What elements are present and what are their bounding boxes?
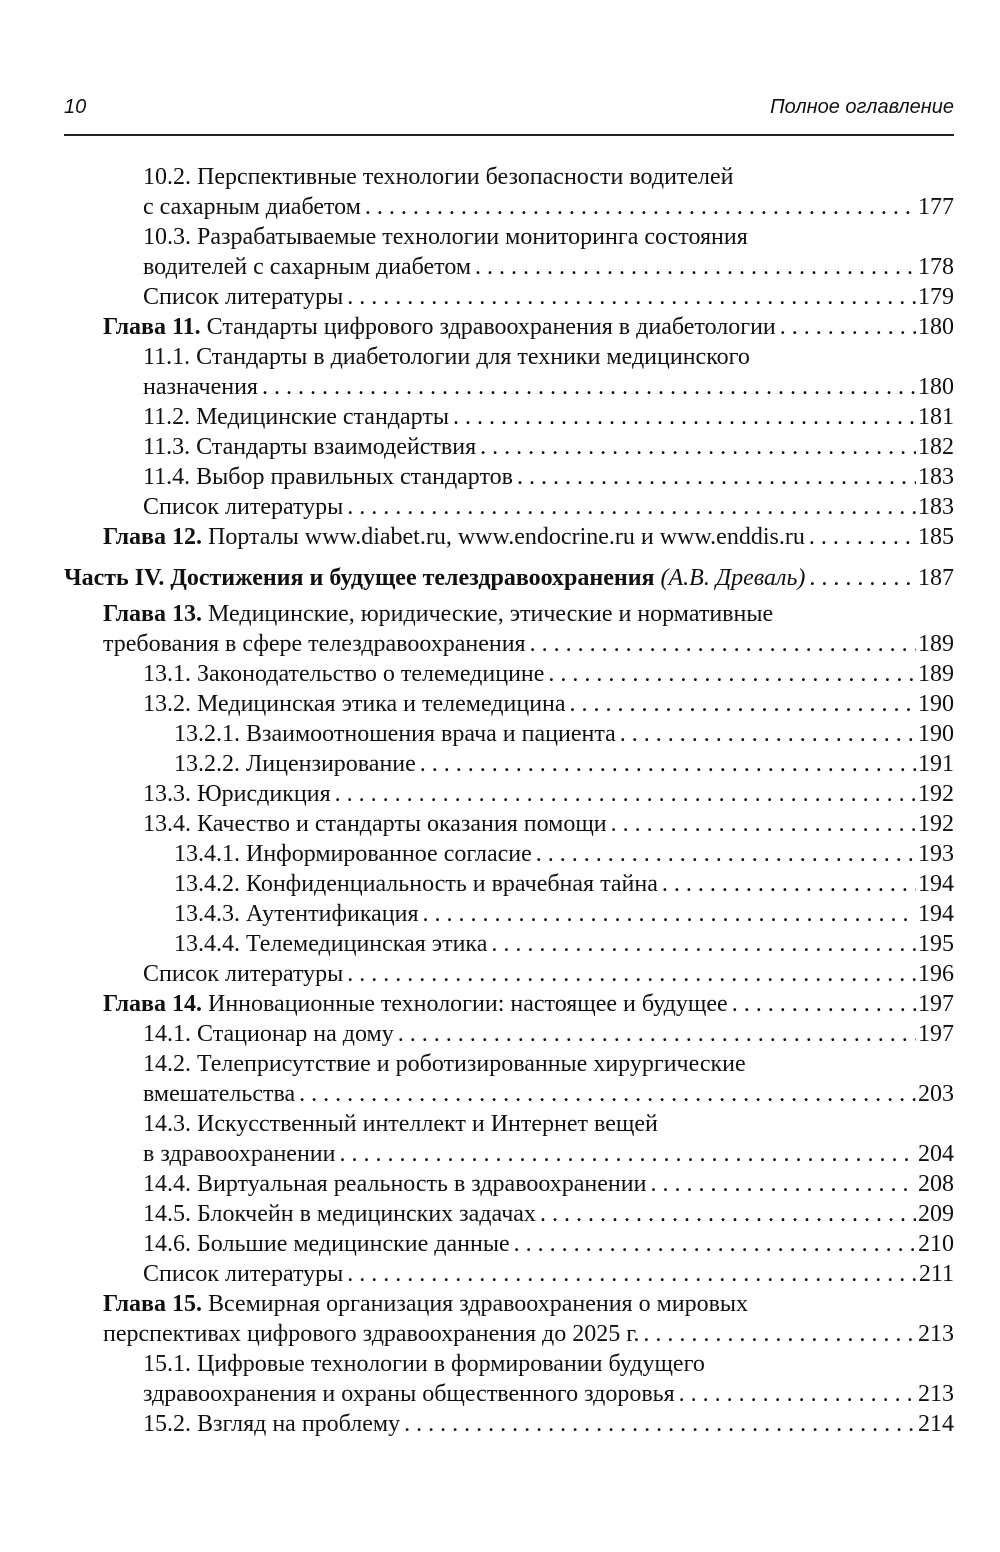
leader-dots bbox=[404, 1409, 916, 1439]
page-ref: 192 bbox=[918, 781, 954, 807]
toc-entry-11-4[interactable]: 11.4. Выбор правильных стандартов . . . 183 bbox=[143, 462, 954, 492]
page-ref: 194 bbox=[918, 871, 954, 897]
chapter-label: Глава 12. bbox=[103, 524, 202, 550]
toc-entry-14-6[interactable]: 14.6. Большие медицинские данные . . . 210 bbox=[143, 1229, 954, 1259]
toc-chapter-14[interactable]: Глава 14. Инновационные технологии: настоящее и будущее . . . 197 bbox=[103, 989, 954, 1019]
page-ref: 210 bbox=[918, 1231, 954, 1257]
leader-dots bbox=[780, 312, 916, 342]
page-ref: 182 bbox=[918, 434, 954, 460]
toc-entry-references-ch11[interactable]: Список литературы . . . 183 bbox=[143, 492, 954, 522]
leader-dots bbox=[365, 192, 916, 222]
toc-entry-13-2[interactable]: 13.2. Медицинская этика и телемедицина . . . 190 bbox=[143, 689, 954, 719]
toc-entry-15-2[interactable]: 15.2. Взгляд на проблему . . . 214 bbox=[143, 1409, 954, 1439]
page-ref: 192 bbox=[918, 811, 954, 837]
toc-entry-13-4-1[interactable]: 13.4.1. Информированное согласие . . . 193 bbox=[174, 839, 954, 869]
page-ref: 208 bbox=[918, 1171, 954, 1197]
toc-entry-10-3[interactable]: водителей с сахарным диабетом . . . 178 bbox=[143, 252, 954, 282]
page-ref: 187 bbox=[918, 565, 954, 591]
leader-dots bbox=[299, 1079, 916, 1109]
leader-dots bbox=[480, 432, 916, 462]
leader-dots bbox=[548, 659, 916, 689]
page-ref: 178 bbox=[918, 254, 954, 280]
toc-entry-10-2[interactable]: с сахарным диабетом . . . 177 bbox=[143, 192, 954, 222]
page-ref: 183 bbox=[918, 464, 954, 490]
leader-dots bbox=[347, 1259, 917, 1289]
toc-entry-14-3[interactable]: в здравоохранении . . . 204 bbox=[143, 1139, 954, 1169]
page-ref: 204 bbox=[918, 1141, 954, 1167]
leader-dots bbox=[809, 522, 916, 552]
leader-dots bbox=[517, 462, 916, 492]
toc-chapter-12[interactable]: Глава 12. Порталы www.diabet.ru, www.endocrine.ru и www.enddis.ru . . . 185 bbox=[103, 522, 954, 552]
leader-dots bbox=[453, 402, 916, 432]
leader-dots bbox=[662, 869, 916, 899]
page-ref: 177 bbox=[918, 194, 954, 220]
toc-entry-10-3-line1[interactable]: 10.3. Разрабатываемые технологии мониторинга состояния bbox=[143, 224, 748, 250]
part-label: Часть IV. Достижения и будущее телездравоохранения bbox=[64, 565, 655, 591]
chapter-label: Глава 14. bbox=[103, 991, 202, 1017]
running-header bbox=[64, 92, 954, 126]
leader-dots bbox=[650, 1169, 916, 1199]
chapter-label: Глава 13. bbox=[103, 601, 202, 627]
page-ref: 209 bbox=[918, 1201, 954, 1227]
page-ref: 193 bbox=[918, 841, 954, 867]
page-ref: 189 bbox=[918, 661, 954, 687]
page-ref: 191 bbox=[918, 751, 954, 777]
toc-entry-13-4-3[interactable]: 13.4.3. Аутентификация . . . 194 bbox=[174, 899, 954, 929]
page-ref: 181 bbox=[918, 404, 954, 430]
header-rule bbox=[64, 134, 954, 136]
page-ref: 203 bbox=[918, 1081, 954, 1107]
page-ref: 214 bbox=[918, 1411, 954, 1437]
toc-entry-15-1[interactable]: здравоохранения и охраны общественного здоровья . . . 213 bbox=[143, 1379, 954, 1409]
leader-dots bbox=[347, 492, 916, 522]
page-ref: 213 bbox=[918, 1381, 954, 1407]
page-ref: 180 bbox=[918, 314, 954, 340]
page-ref: 197 bbox=[918, 1021, 954, 1047]
page-ref: 190 bbox=[918, 691, 954, 717]
toc-entry-10-2-line1[interactable]: 10.2. Перспективные технологии безопасности водителей bbox=[143, 164, 734, 190]
page-ref: 211 bbox=[918, 1261, 954, 1287]
page-ref: 196 bbox=[918, 961, 954, 987]
toc-entry-13-4[interactable]: 13.4. Качество и стандарты оказания помощи . . . 192 bbox=[143, 809, 954, 839]
page-ref: 185 bbox=[918, 524, 954, 550]
leader-dots bbox=[809, 563, 916, 593]
leader-dots bbox=[335, 779, 916, 809]
toc-part-4[interactable] bbox=[64, 563, 954, 593]
leader-dots bbox=[420, 749, 916, 779]
toc-chapter-15[interactable]: перспективах цифрового здравоохранения до 2025 г. . . . 213 bbox=[103, 1319, 954, 1349]
page-ref: 194 bbox=[918, 901, 954, 927]
leader-dots bbox=[491, 929, 916, 959]
page-ref: 195 bbox=[918, 931, 954, 957]
page-ref: 183 bbox=[918, 494, 954, 520]
page-ref: 213 bbox=[918, 1321, 954, 1347]
part-author: (А.В. Древаль) bbox=[660, 565, 806, 591]
toc-chapter-13[interactable]: требования в сфере телездравоохранения . . . 189 bbox=[103, 629, 954, 659]
page-number: 10 bbox=[64, 96, 87, 118]
leader-dots bbox=[570, 689, 916, 719]
toc-chapter-11[interactable]: Глава 11. Стандарты цифрового здравоохранения в диабетологии . . . 180 bbox=[103, 312, 954, 342]
toc-entry-11-1[interactable]: назначения . . . 180 bbox=[143, 372, 954, 402]
toc-entry-13-4-2[interactable]: 13.4.2. Конфиденциальность и врачебная тайна . . . 194 bbox=[174, 869, 954, 899]
leader-dots bbox=[679, 1379, 916, 1409]
chapter-label: Глава 11. bbox=[103, 314, 201, 340]
leader-dots bbox=[475, 252, 916, 282]
toc-chapter-13-line1[interactable]: Глава 13. Медицинские, юридические, этические и нормативные bbox=[103, 601, 774, 627]
toc-entry-14-1[interactable]: 14.1. Стационар на дому . . . 197 bbox=[143, 1019, 954, 1049]
toc-entry-14-3-line1[interactable]: 14.3. Искусственный интеллект и Интернет вещей bbox=[143, 1111, 658, 1137]
toc-entry-14-2-line1[interactable]: 14.2. Телеприсутствие и роботизированные хирургические bbox=[143, 1051, 746, 1077]
toc-entry-references-ch13[interactable]: Список литературы . . . 196 bbox=[143, 959, 954, 989]
leader-dots bbox=[620, 719, 916, 749]
toc-entry-13-3[interactable]: 13.3. Юрисдикция . . . 192 bbox=[143, 779, 954, 809]
toc-entry-13-4-4[interactable]: 13.4.4. Телемедицинская этика . . . 195 bbox=[174, 929, 954, 959]
leader-dots bbox=[530, 629, 916, 659]
toc-entry-references-ch14[interactable]: Список литературы . . . 211 bbox=[143, 1259, 954, 1289]
page-ref: 180 bbox=[918, 374, 954, 400]
toc-entry-13-2-2[interactable]: 13.2.2. Лицензирование . . . 191 bbox=[174, 749, 954, 779]
toc-entry-11-3[interactable]: 11.3. Стандарты взаимодействия . . . 182 bbox=[143, 432, 954, 462]
leader-dots bbox=[536, 839, 916, 869]
leader-dots bbox=[423, 899, 916, 929]
page-ref: 197 bbox=[918, 991, 954, 1017]
leader-dots bbox=[347, 282, 916, 312]
toc-entry-references-ch10[interactable]: Список литературы . . . 179 bbox=[143, 282, 954, 312]
toc-entry-14-4[interactable]: 14.4. Виртуальная реальность в здравоохранении . . . 208 bbox=[143, 1169, 954, 1199]
leader-dots bbox=[262, 372, 916, 402]
page-ref: 190 bbox=[918, 721, 954, 747]
leader-dots bbox=[347, 959, 916, 989]
toc-entry-13-1[interactable]: 13.1. Законодательство о телемедицине . . . 189 bbox=[143, 659, 954, 689]
chapter-label: Глава 15. bbox=[103, 1291, 202, 1317]
toc-chapter-15-line1[interactable]: Глава 15. Всемирная организация здравоохранения о мировых bbox=[103, 1291, 749, 1317]
leader-dots bbox=[732, 989, 916, 1019]
toc-entry-13-2-1[interactable]: 13.2.1. Взаимоотношения врача и пациента . . . 190 bbox=[174, 719, 954, 749]
leader-dots bbox=[540, 1199, 916, 1229]
toc-entry-11-1-line1[interactable]: 11.1. Стандарты в диабетологии для техники медицинского bbox=[143, 344, 750, 370]
toc-entry-14-2[interactable]: вмешательства . . . 203 bbox=[143, 1079, 954, 1109]
leader-dots bbox=[611, 809, 916, 839]
page-ref: 189 bbox=[918, 631, 954, 657]
page-ref: 179 bbox=[918, 284, 954, 310]
leader-dots bbox=[340, 1139, 917, 1169]
toc-entry-11-2[interactable]: 11.2. Медицинские стандарты . . . 181 bbox=[143, 402, 954, 432]
running-title: Полное оглавление bbox=[770, 96, 954, 118]
toc-entry-14-5[interactable]: 14.5. Блокчейн в медицинских задачах . . . 209 bbox=[143, 1199, 954, 1229]
leader-dots bbox=[398, 1019, 916, 1049]
leader-dots bbox=[643, 1319, 916, 1349]
toc-entry-15-1-line1[interactable]: 15.1. Цифровые технологии в формировании будущего bbox=[143, 1351, 705, 1377]
leader-dots bbox=[514, 1229, 916, 1259]
